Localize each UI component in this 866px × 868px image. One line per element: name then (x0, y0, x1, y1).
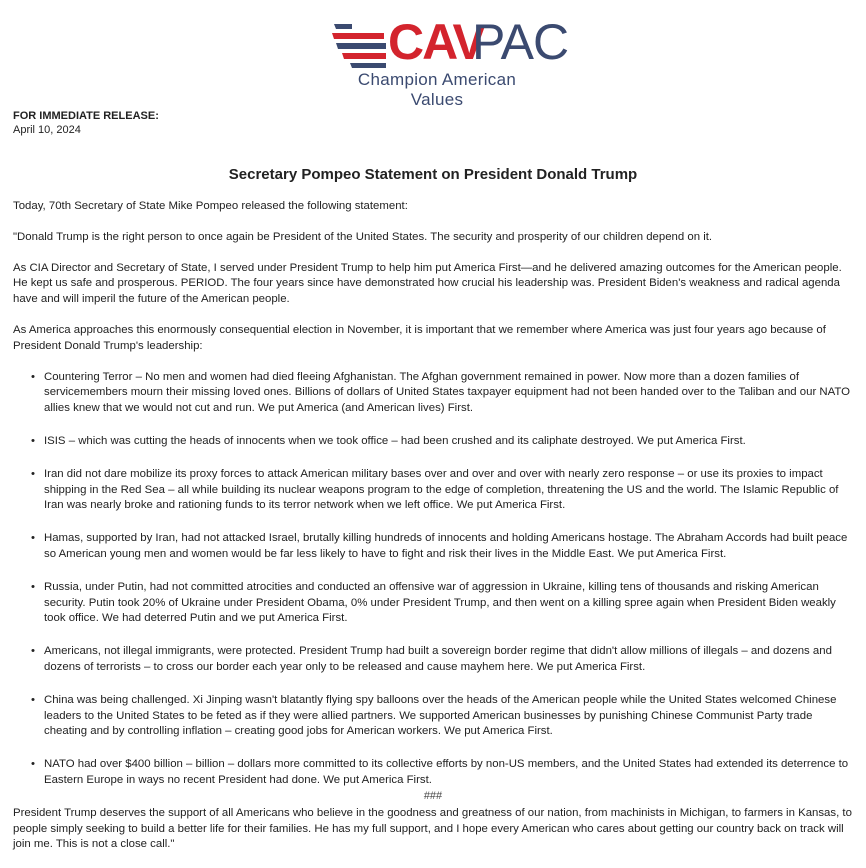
list-item (13, 467, 853, 514)
list-item (13, 757, 853, 789)
intro-paragraph: Today, 70th Secretary of State Mike Pompeo released the following statement: (13, 200, 408, 212)
list-item-text: ISIS – which was cutting the heads of innocents when we took office – had been crushed and its caliphate destroyed. We put America First. (44, 434, 746, 447)
closing-paragraph: President Trump deserves the support of all Americans who believe in the goodness and greatness of our nation, from machinists in Michigan, to farmers in Kansas, to people simply seeking to build a better life for their families. He has my full support, and I hope every American who cares about getting our country back on track will join me. This is not a close call." (13, 806, 852, 851)
bullet-glyph: • (31, 693, 35, 706)
bullet-glyph: • (31, 532, 35, 545)
header (0, 0, 866, 109)
logo-tagline: Champion American Values (357, 70, 517, 109)
bullet-glyph: • (31, 758, 35, 771)
bullet-glyph: • (31, 370, 35, 383)
list-item-text: Countering Terror – No men and women had died fleeing Afghanistan. The Afghan government remained in power. Now more than a dozen families of servicemembers mourn their missing loved ones. Billions of dollars of United States taxpayer equipment had not been handed over to the Taliban and our NATO allies knew that we would not cut and run. We put America (and American lives) First. (44, 370, 851, 415)
quote-opening-paragraph: "Donald Trump is the right person to once again be President of the United States. The security and prosperity of our children depend on it. (13, 230, 713, 243)
list-item (13, 531, 853, 563)
list-item (13, 580, 853, 627)
list-item-text: China was being challenged. Xi Jinping wasn't blatantly flying spy balloons over the heads of the American people while the United States welcomed Chinese leaders to the United States to be feted as if they were allied partners. We supported American businesses by punishing Chinese Communist Party trade cheating and by controlling inflation – creating good jobs for American workers. We put America First. (44, 693, 837, 738)
flag-stripes-icon (332, 20, 388, 70)
list-item (13, 370, 853, 417)
list-item (13, 693, 853, 740)
list-item-text: Americans, not illegal immigrants, were protected. President Trump had built a sovereign border regime that didn't allow millions of illegals – and dozens and dozens of terrorists – to cross our border each year only to be released and cause mayhem here. We put America First. (44, 645, 832, 673)
statement-body (13, 199, 853, 868)
list-item-text: NATO had over $400 billion – billion – dollars more committed to its collective efforts by non-US members, and the United States had extended its deterrence to Eastern Europe in ways no recent President had done. We put America First. (44, 758, 849, 786)
statement-title: Secretary Pompeo Statement on President Donald Trump (228, 166, 638, 183)
bullet-glyph: • (31, 467, 35, 480)
cavpac-logo (332, 14, 569, 109)
list-item-text: Russia, under Putin, had not committed atrocities and conducted an offensive war of aggression in Ukraine, killing tens of thousands and risking American security. Putin took 20% of Ukraine under President Obama, 0% under President Trump, and then went on a killing spree again when President Biden weakly took office. We had deterred Putin and we put America First. (44, 580, 836, 625)
release-date: April 10, 2024 (13, 124, 81, 136)
achievements-list (13, 370, 853, 789)
logo-text-pac: PAC (472, 14, 569, 70)
election-paragraph: As America approaches this enormously consequential election in November, it is important that we remember where America was just four years ago because of President Donald Trump's leadership: (13, 323, 826, 352)
end-mark: ### (423, 790, 443, 802)
list-item (13, 434, 853, 450)
bullet-glyph: • (31, 645, 35, 658)
list-item-text: Hamas, supported by Iran, had not attacked Israel, brutally killing hundreds of innocents and holding Americans hostage. The Abraham Accords had built peace so American young men and women would be far less likely to have to fight and risk their lives in the Middle East. We put America First. (44, 532, 848, 560)
logo-text-cav: CAV (388, 14, 484, 70)
release-label: FOR IMMEDIATE RELEASE: (13, 110, 159, 122)
list-item-text: Iran did not dare mobilize its proxy forces to attack American military bases over and over and over with nearly zero response – or use its proxies to impact shipping in the Red Sea – all while building its nuclear weapons program to the edge of completion, threatening the US and the world. The Islamic Republic of Iran was nearly broke and rationing funds to its terror network when we left office. We put America First. (44, 467, 839, 512)
bullet-glyph: • (31, 580, 35, 593)
service-paragraph: As CIA Director and Secretary of State, I served under President Trump to help him put America First—and he delivered amazing outcomes for the American people. He kept us safe and prosperous. PERIOD. The four years since have demonstrated how crucial his leadership was. President Biden's weakness and radical agenda have and will imperil the future of the American people. (13, 261, 842, 306)
bullet-glyph: • (31, 434, 35, 447)
list-item (13, 644, 853, 676)
